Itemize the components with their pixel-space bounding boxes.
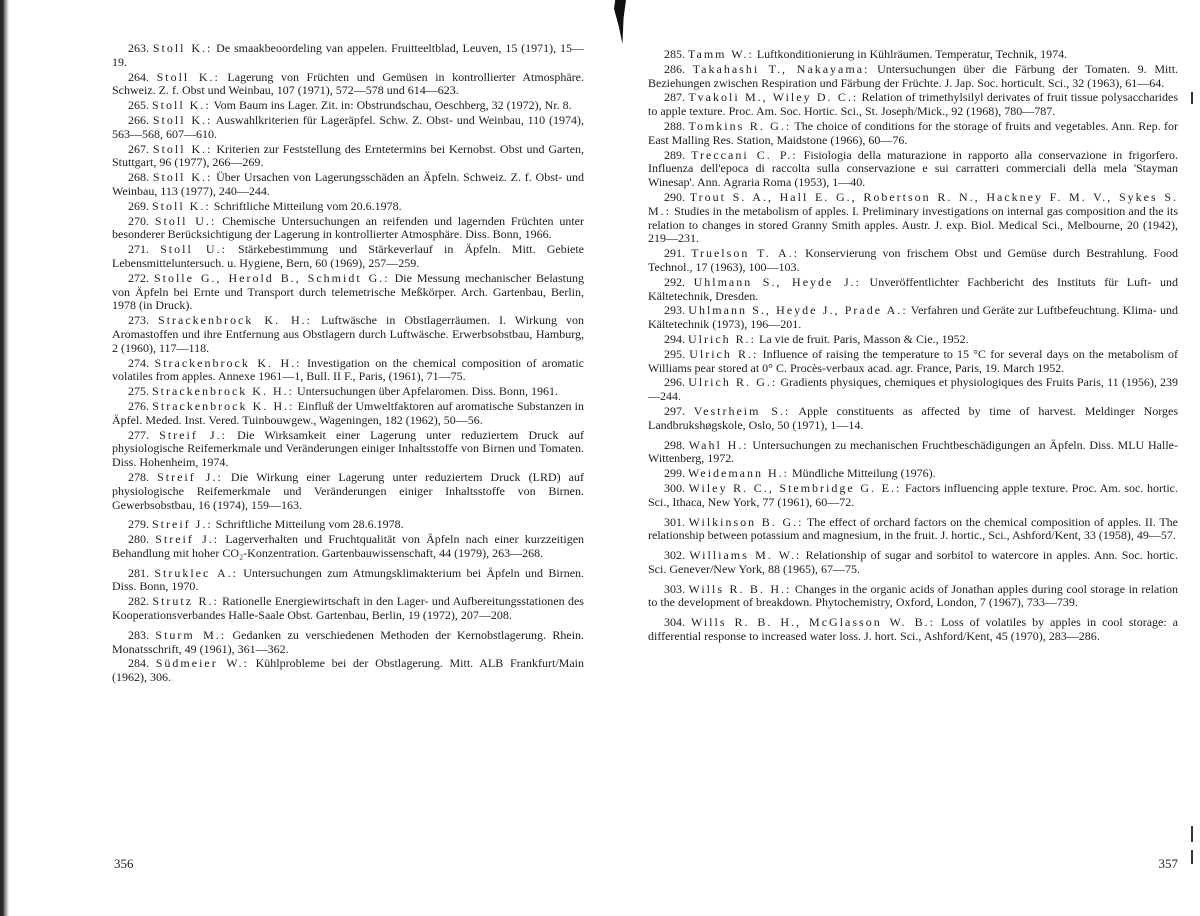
bibliography-entry bbox=[648, 482, 1178, 510]
entry-number: 281. bbox=[128, 565, 149, 580]
entry-number: 279. bbox=[128, 517, 149, 532]
bibliography-entry bbox=[112, 314, 584, 355]
bibliography-entry bbox=[112, 200, 584, 214]
entry-author: Stoll K.: bbox=[152, 170, 213, 185]
entry-number: 264. bbox=[128, 69, 149, 84]
entry-number: 276. bbox=[128, 398, 149, 413]
entry-reference: Investigation on the chemical composition of aromatic volatiles from apples. Annexe 1961—1, Bull. II F., Paris, (1961), 71—75. bbox=[112, 355, 585, 384]
entry-author: Stoll K.: bbox=[152, 112, 213, 127]
entry-author: Südmeier W.: bbox=[155, 656, 249, 671]
bibliography-entry bbox=[112, 429, 584, 470]
entry-number: 269. bbox=[128, 198, 149, 213]
entry-author: Stoll K.: bbox=[156, 69, 220, 84]
bibliography-entry bbox=[112, 629, 584, 657]
entry-number: 263. bbox=[128, 41, 149, 55]
bibliography-entry bbox=[648, 439, 1178, 467]
entry-number: 268. bbox=[128, 170, 149, 185]
bibliography-entry bbox=[648, 149, 1178, 190]
bibliography-entry bbox=[112, 71, 584, 99]
entry-reference: Untersuchungen zum Atmungsklimakterium bei Äpfeln und Birnen. Diss. Bonn, 1970. bbox=[112, 565, 585, 594]
entry-number: 297. bbox=[664, 403, 685, 418]
bibliography-entry bbox=[112, 533, 584, 561]
entry-reference: Stärkebestimmung und Stärkeverlauf in Äpfeln. Mitt. Gebiete Lebensmitteluntersuch. u. Hygiene, Bern, 60 (1969), 257—259. bbox=[112, 242, 585, 270]
entry-reference: Studies in the metabolism of apples. I. Preliminary investigations on internal gas composition and the its relation to changes in stored Granny Smith apples. Austr. J. exp. Biol. Medical Sci., Melbourne, 20 (1942), 219—231. bbox=[648, 203, 1179, 246]
bibliography-entry bbox=[648, 467, 1178, 481]
entry-reference: Schriftliche Mitteilung vom 28.6.1978. bbox=[215, 517, 404, 532]
entry-author: Truelson T. A.: bbox=[691, 246, 800, 261]
bibliography-entry bbox=[112, 471, 584, 512]
entry-number: 284. bbox=[128, 656, 149, 671]
entry-author: Uhlmann S., Heyde J.: bbox=[693, 274, 861, 289]
bibliography-entry bbox=[112, 657, 584, 685]
bibliography-entry bbox=[648, 120, 1178, 148]
entry-number: 292. bbox=[664, 274, 685, 289]
bibliography-entry bbox=[112, 567, 584, 595]
entry-number: 275. bbox=[128, 384, 149, 399]
entry-author: Stoll K.: bbox=[152, 41, 213, 55]
entry-reference: Loss of volatiles by apples in cool storage: a differential response to increased water loss. J. hort. Sci., Ashford/Kent, 45 (1970), 283—286. bbox=[648, 615, 1178, 644]
entry-reference: Rationelle Energiewirtschaft in den Lager- und Aufbereitungsstationen des Kooperationsverbandes Halle-Saale Obst. Gartenbau, Berlin, 19 (1972), 207—208. bbox=[112, 594, 584, 623]
bibliography-entry bbox=[648, 48, 1178, 62]
bibliography-entry bbox=[112, 518, 584, 532]
entry-author: Stoll K.: bbox=[152, 98, 211, 113]
entry-author: Strackenbrock K. H.: bbox=[158, 313, 313, 328]
entry-number: 287. bbox=[664, 90, 685, 105]
entry-reference: Lagerverhalten und Fruchtqualität von Äpfeln nach einer kurzzeitigen Behandlung mit hoher CO₂-Konzentration. Gartenbauwissenschaft, 44 (1979), 263—268. bbox=[112, 532, 585, 560]
entry-number: 302. bbox=[664, 548, 685, 563]
bibliography-entry bbox=[648, 405, 1178, 433]
entry-number: 304. bbox=[664, 615, 685, 630]
entry-reference: Die Messung mechanischer Belastung von Äpfeln bei Ernte und Transport durch telemetrische Meßkörper. Arch. Gartenbau, Berlin, 1978 (in Druck). bbox=[112, 270, 584, 313]
page-number: 357 bbox=[1158, 856, 1178, 871]
entry-reference: Changes in the organic acids of Jonathan apples during cool storage in relation to the development of breakdown. Phytochemistry, Oxford, London, 7 (1967), 733—739. bbox=[648, 581, 1179, 610]
entry-author: Ulrich R.: bbox=[689, 346, 759, 361]
entry-reference: Einfluß der Umweltfaktoren auf aromatische Substanzen in Äpfel. Meded. Inst. Vered. Tuinbouwgew., Wageningen, 182 (1962), 50—56. bbox=[112, 398, 585, 427]
entry-author: Stoll U.: bbox=[160, 242, 227, 257]
bibliography-entry bbox=[648, 63, 1178, 91]
entry-author: Tamm W.: bbox=[688, 47, 754, 61]
entry-reference: Kriterien zur Feststellung des Erntetermins bei Kernobst. Obst und Garten, Stuttgart, 96 (1977), 266—269. bbox=[112, 141, 585, 170]
entry-number: 300. bbox=[664, 480, 685, 495]
entry-number: 295. bbox=[664, 346, 685, 361]
entry-number: 278. bbox=[128, 469, 149, 484]
entry-reference: Verfahren und Geräte zur Luftbefeuchtung. Klima- und Kältetechnik (1973), 196—201. bbox=[648, 303, 1178, 332]
entry-reference: Unveröffentlichter Fachbericht des Instituts für Luft- und Kältetechnik, Dresden. bbox=[648, 274, 1178, 303]
entry-number: 265. bbox=[128, 98, 149, 113]
entry-number: 272. bbox=[128, 270, 149, 285]
entry-author: Strackenbrock K. H.: bbox=[152, 398, 295, 413]
entry-reference: De smaakbeoordeling van appelen. Fruitteeltblad, Leuven, 15 (1971), 15—19. bbox=[112, 41, 585, 69]
entry-reference: Untersuchungen über Apfelaromen. Diss. Bonn, 1961. bbox=[296, 384, 558, 399]
entry-reference: Relation of trimethylsilyl derivates of fruit tissue polysaccharides to apple texture. Proc. Am. Soc. Hortic. Sci., St. Joseph/Mick., 92 (1968), 780—787. bbox=[648, 90, 1179, 119]
bibliography-entry bbox=[112, 385, 584, 399]
entry-author: Treccani C. P.: bbox=[691, 147, 798, 162]
entry-number: 298. bbox=[664, 437, 685, 452]
entry-number: 266. bbox=[128, 112, 149, 127]
entry-author: Vestrheim S.: bbox=[693, 403, 791, 418]
entry-reference: Relationship of sugar and sorbitol to watercore in apples. Ann. Soc. hortic. Sci. Genever/New York, 88 (1965), 67—75. bbox=[648, 548, 1178, 576]
entry-number: 290. bbox=[664, 189, 685, 204]
bibliography-entry bbox=[112, 243, 584, 271]
bibliography-entry bbox=[112, 171, 584, 199]
bibliography-entry bbox=[648, 276, 1178, 304]
entry-reference: Luftkonditionierung in Kühlräumen. Temperatur, Technik, 1974. bbox=[756, 47, 1068, 61]
entry-reference: Chemische Untersuchungen an reifenden und lagernden Früchten unter besonderer Berücksichtigung der Lagerung in kontrollierter Atmosphäre. Diss. Bonn, 1966. bbox=[112, 213, 585, 242]
bibliography-entry bbox=[648, 549, 1178, 577]
entry-author: Ulrich R. G.: bbox=[688, 375, 778, 390]
bibliography-entry bbox=[112, 595, 584, 623]
entry-number: 294. bbox=[664, 331, 685, 346]
entry-number: 301. bbox=[664, 514, 685, 529]
entry-author: Tvakoli M., Wiley D. C.: bbox=[688, 90, 859, 105]
entry-reference: Influence of raising the temperature to 15 °C for several days on the metabolism of Williams pear stored at 0° C. Procès-verbaux acad. agr. France, Paris, 19. March 1952. bbox=[648, 346, 1179, 375]
entry-author: Streif J.: bbox=[159, 427, 227, 442]
bibliography-entry bbox=[648, 516, 1178, 544]
entry-reference: Die Wirkung einer Lagerung unter reduziertem Druck (LRD) auf physiologische Reifemerkmale und Veränderungen einiger Inhaltsstoffe von Birnen. Gewerbsobstbau, 16 (1974), 159—163. bbox=[112, 469, 585, 512]
bibliography-entry bbox=[648, 304, 1178, 332]
entry-reference: Die Wirksamkeit einer Lagerung unter reduziertem Druck auf physiologische Reifemerkmale und Veränderungen einiger Inhaltsstoffe von Birnen und Tomaten. Diss. Hohenheim, 1974. bbox=[112, 427, 584, 470]
entry-author: Tomkins R. G.: bbox=[688, 118, 792, 133]
entry-author: Wills R. B. H.: bbox=[688, 581, 792, 596]
bibliography-entry bbox=[648, 348, 1178, 376]
bibliography-list bbox=[648, 48, 1178, 644]
entry-author: Stolle G., Herold B., Schmidt G.: bbox=[153, 270, 390, 285]
entry-reference: Factors influencing apple texture. Proc. Am. soc. hortic. Sci., Ithaca, New York, 77 (1961), 60—72. bbox=[648, 480, 1178, 509]
entry-author: Streif J.: bbox=[157, 469, 223, 484]
entry-author: Struklec A.: bbox=[154, 565, 238, 580]
entry-author: Wiley R. C., Stembridge G. E.: bbox=[688, 480, 902, 495]
entry-number: 282. bbox=[128, 594, 149, 609]
entry-author: Wills R. B. H., McGlasson W. B.: bbox=[690, 615, 935, 630]
bibliography-entry bbox=[648, 191, 1178, 246]
entry-reference: Schriftliche Mitteilung vom 20.6.1978. bbox=[213, 198, 402, 213]
entry-author: Takahashi T., Nakayama: bbox=[692, 61, 870, 76]
entry-author: Stoll K.: bbox=[152, 198, 211, 213]
bibliography-entry bbox=[112, 357, 584, 385]
entry-author: Strutz R.: bbox=[152, 594, 219, 609]
entry-reference: Mündliche Mitteilung (1976). bbox=[792, 466, 936, 481]
entry-author: Strackenbrock K. H.: bbox=[152, 384, 294, 399]
entry-reference: Kühlprobleme bei der Obstlagerung. Mitt. ALB Frankfurt/Main (1962), 306. bbox=[112, 656, 584, 685]
bibliography-entry bbox=[112, 400, 584, 428]
entry-author: Sturm M.: bbox=[155, 627, 227, 642]
entry-number: 291. bbox=[664, 246, 685, 261]
entry-number: 273. bbox=[128, 313, 149, 328]
entry-reference: Lagerung von Früchten und Gemüsen in kontrollierter Atmosphäre. Schweiz. Z. f. Obst und Weinbau, 107 (1971), 572—578 und 614—623. bbox=[112, 69, 585, 98]
entry-author: Weidemann H.: bbox=[688, 466, 790, 481]
entry-number: 280. bbox=[128, 532, 149, 547]
entry-author: Stoll K.: bbox=[152, 141, 213, 156]
bibliography-entry bbox=[112, 114, 584, 142]
bibliography-entry bbox=[648, 616, 1178, 644]
entry-reference: Vom Baum ins Lager. Zit. in: Obstrundschau, Oeschberg, 32 (1972), Nr. 8. bbox=[213, 98, 572, 113]
entry-reference: Apple constituents as affected by time of harvest. Meldinger Norges Landbrukshøgskole, Oslo, 50 (1971), 1—14. bbox=[648, 403, 1179, 432]
entry-number: 285. bbox=[664, 47, 685, 61]
entry-author: Wahl H.: bbox=[688, 437, 749, 452]
bibliography-entry bbox=[112, 215, 584, 243]
page-number: 356 bbox=[114, 856, 134, 871]
entry-number: 283. bbox=[128, 627, 149, 642]
entry-reference: Fisiologia della maturazione in rapporto alla conservazione in frigorfero. Influenza dell'epoca di raccolta sulla conservazione e sui carratteri commerciali della mela 'Stayman Winesap'. Ann. Agraria Roma (1953), 1—40. bbox=[648, 147, 1179, 190]
entry-reference: Gradients physiques, chemiques et physiologiques des Fruits Paris, 11 (1956), 239—244. bbox=[648, 375, 1179, 404]
bibliography-entry bbox=[112, 99, 584, 113]
entry-number: 286. bbox=[664, 61, 685, 76]
bibliography-entry bbox=[648, 333, 1178, 347]
entry-author: Strackenbrock K. H.: bbox=[154, 355, 302, 370]
entry-number: 267. bbox=[128, 141, 149, 156]
entry-author: Williams M. W.: bbox=[689, 548, 802, 563]
entry-number: 289. bbox=[664, 147, 685, 162]
entry-number: 271. bbox=[128, 242, 149, 257]
entry-author: Stoll U.: bbox=[154, 213, 217, 228]
entry-reference: La vie de fruit. Paris, Masson & Cie., 1952. bbox=[759, 331, 969, 346]
entry-author: Streif J.: bbox=[155, 532, 220, 547]
entry-reference: The effect of orchard factors on the chemical composition of apples. II. The relationship between potassium and magnesium, in the fruit. J. hortic., Sci., Ashford/Kent, 33 (1958), 49—57. bbox=[648, 514, 1178, 543]
entry-author: Uhlmann S., Heyde J., Prade A.: bbox=[688, 303, 908, 318]
entry-author: Ulrich R.: bbox=[688, 331, 756, 346]
entry-reference: Untersuchungen über die Färbung der Tomaten. 9. Mitt. Beziehungen zwischen Respiration und Färbung der Früchte. J. Jap. Soc. horticult. Sci., 32 (1963), 61—64. bbox=[648, 61, 1179, 90]
entry-number: 288. bbox=[664, 118, 685, 133]
entry-reference: Auswahlkriterien für Lageräpfel. Schw. Z. Obst- und Weinbau, 110 (1974), 563—568, 607—610. bbox=[112, 112, 585, 141]
entry-author: Streif J.: bbox=[152, 517, 213, 532]
bibliography-entry bbox=[648, 91, 1178, 119]
bibliography-entry bbox=[112, 143, 584, 171]
bibliography-entry bbox=[648, 247, 1178, 275]
entry-number: 274. bbox=[128, 355, 149, 370]
entry-reference: Konservierung von frischem Obst und Gemüse durch Bestrahlung. Food Technol., 17 (1963), 100—103. bbox=[648, 246, 1178, 274]
bibliography-entry bbox=[112, 272, 584, 313]
entry-reference: The choice of conditions for the storage of fruits and vegetables. Ann. Rep. for East Malling Res. Station, Maidstone (1966), 60—76. bbox=[648, 118, 1179, 147]
bibliography-entry bbox=[648, 376, 1178, 404]
entry-reference: Untersuchungen zu mechanischen Fruchtbeschädigungen an Äpfeln. Diss. MLU Halle-Wittenberg, 1972. bbox=[648, 437, 1179, 466]
entry-reference: Über Ursachen von Lagerungsschäden an Äpfeln. Schweiz. Z. f. Obst- und Weinbau, 113 (1977), 240—244. bbox=[112, 170, 585, 198]
entry-reference: Gedanken zu verschiedenen Methoden der Kernobstlagerung. Rhein. Monatsschrift, 49 (1961), 361—362. bbox=[112, 627, 585, 656]
entry-number: 303. bbox=[664, 581, 685, 596]
entry-author: Wilkinson B. G.: bbox=[688, 514, 804, 529]
entry-number: 296. bbox=[664, 375, 685, 390]
bibliography-list bbox=[112, 42, 584, 685]
bibliography-entry bbox=[648, 583, 1178, 611]
entry-number: 299. bbox=[664, 466, 685, 481]
entry-number: 270. bbox=[128, 213, 149, 228]
entry-number: 293. bbox=[664, 303, 685, 318]
entry-reference: Luftwäsche in Obstlagerräumen. I. Wirkung von Aromastoffen und ihre Entfernung aus Obstlagern durch Luftwäsche. Erwerbsobstbau, Hamburg, 2 (1960), 117—118. bbox=[112, 313, 584, 355]
entry-author: Trout S. A., Hall E. G., Robertson R. N., Hackney F. M. V., Sykes S. M.: bbox=[648, 189, 1178, 218]
right-page bbox=[600, 0, 1200, 916]
entry-number: 277. bbox=[128, 427, 149, 442]
bibliography-entry bbox=[112, 42, 584, 70]
